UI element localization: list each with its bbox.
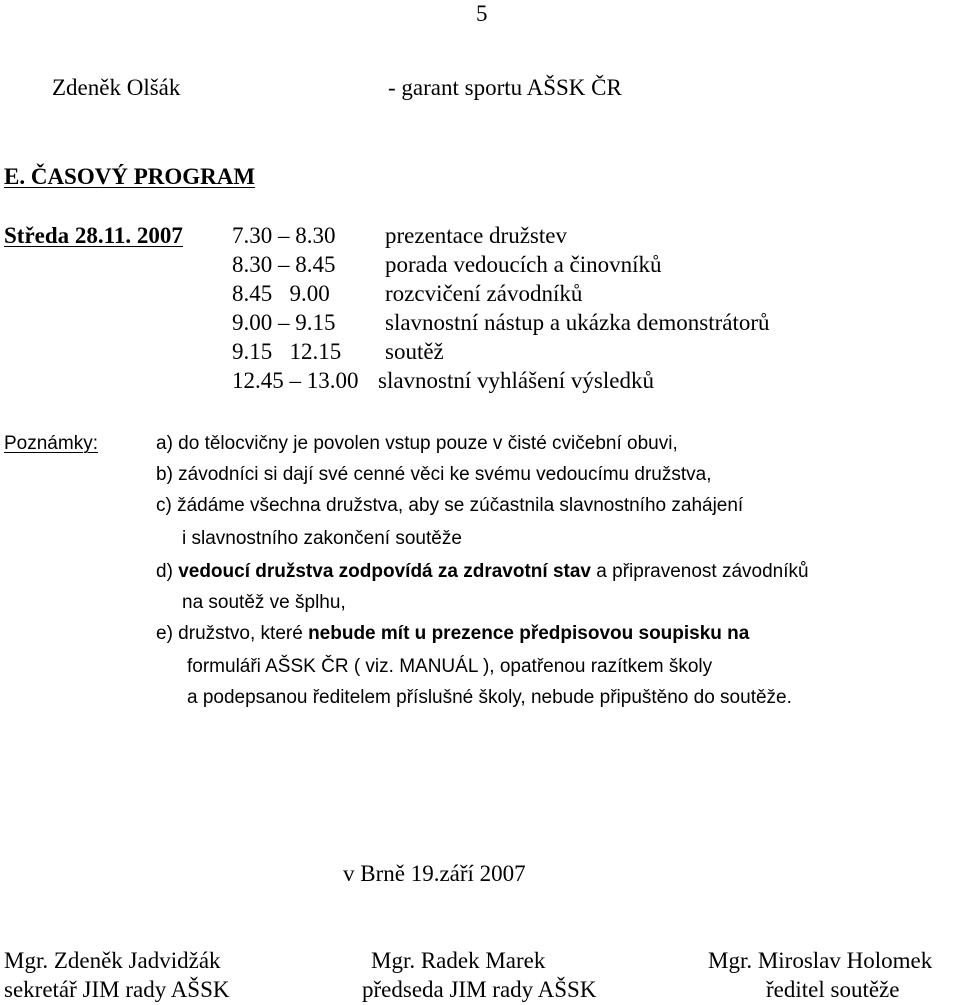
note-c-line1: c) žádáme všechna družstva, aby se zúčastnila slavnostního zahájení [156, 495, 744, 516]
note-e-line3: a podepsanou ředitelem příslušné školy, nebude připuštěno do soutěže. [187, 687, 792, 708]
schedule-activity: soutěž [385, 339, 444, 364]
garant-name: Zdeněk Olšák [52, 75, 181, 100]
note-d-bold: vedoucí družstva zodpovídá za zdravotní stav [178, 561, 592, 582]
schedule-activity: slavnostní nástup a ukázka demonstrátorů [385, 310, 770, 335]
signature-name-3: Mgr. Miroslav Holomek [708, 948, 933, 973]
note-e-prefix: e) družstvo, které [156, 623, 309, 644]
note-d-line1 [156, 560, 809, 584]
note-d-rest: a připravenost závodníků [591, 561, 809, 582]
notes-label: Poznámky: [4, 433, 98, 454]
schedule-table [0, 222, 960, 402]
signature-role-2: předseda JIM rady AŠSK [362, 977, 597, 1002]
schedule-time: 12.45 – 13.00 [232, 368, 359, 393]
signature-name-2: Mgr. Radek Marek [371, 948, 546, 973]
note-d-line2: na soutěž ve šplhu, [182, 592, 346, 613]
schedule-time: 9.00 – 9.15 [232, 310, 336, 335]
signature-role-1: sekretář JIM rady AŠSK [4, 977, 230, 1002]
schedule-activity: prezentace družstev [385, 223, 567, 248]
notes-block [0, 432, 960, 722]
note-e-line2: formuláři AŠSK ČR ( viz. MANUÁL ), opatřenou razítkem školy [187, 656, 713, 677]
schedule-time: 7.30 – 8.30 [232, 223, 336, 248]
note-a: a) do tělocvičny je povolen vstup pouze v čisté cvičební obuvi, [156, 433, 678, 454]
garant-role: - garant sportu AŠSK ČR [388, 75, 622, 100]
note-e-bold: nebude mít u prezence předpisovou soupisku na [308, 623, 750, 644]
signature-role-3: ředitel soutěže [766, 977, 900, 1002]
note-b: b) závodníci si dají své cenné věci ke svému vedoucímu družstva, [156, 464, 712, 485]
signature-block [0, 947, 960, 1005]
schedule-activity: porada vedoucích a činovníků [385, 252, 662, 277]
place-date: v Brně 19.září 2007 [343, 861, 526, 886]
page-number: 5 [476, 1, 488, 26]
schedule-time: 8.30 – 8.45 [232, 252, 336, 277]
signature-name-1: Mgr. Zdeněk Jadvidžák [4, 948, 221, 973]
note-c-line2: i slavnostního zakončení soutěže [182, 528, 462, 549]
section-title: E. ČASOVÝ PROGRAM [4, 164, 256, 189]
schedule-activity: rozcvičení závodníků [385, 281, 583, 306]
note-e-line1 [156, 622, 749, 646]
schedule-time: 8.45 9.00 [232, 281, 330, 306]
schedule-time: 9.15 12.15 [232, 339, 342, 364]
schedule-activity: slavnostní vyhlášení výsledků [378, 368, 654, 393]
schedule-day: Středa 28.11. 2007 [4, 223, 183, 248]
note-d-prefix: d) [156, 561, 179, 582]
